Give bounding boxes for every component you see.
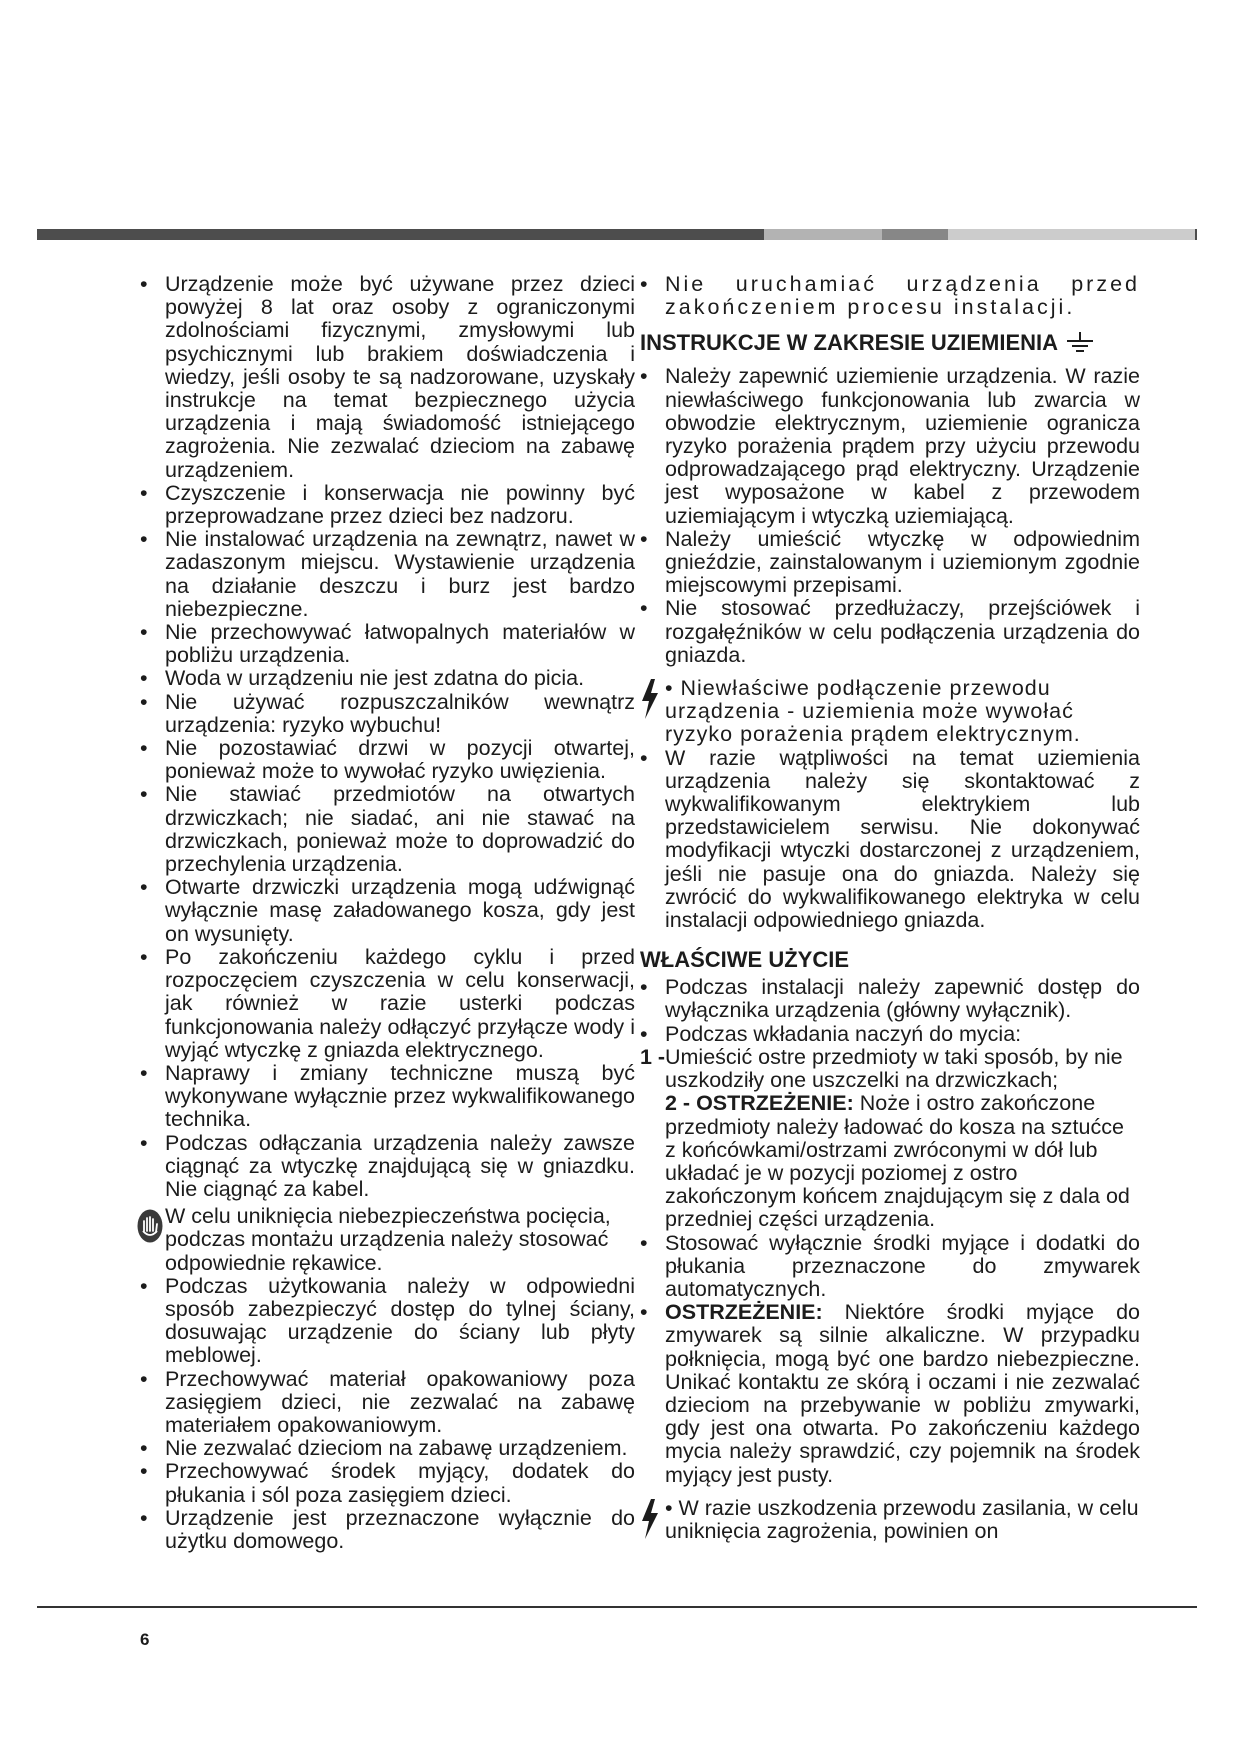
footer-rule	[37, 1606, 1197, 1608]
right-column	[640, 273, 1140, 1543]
safety-item: • Nie przechowywać łatwopalnych materiałów w pobliżu urządzenia.	[140, 621, 635, 667]
gloves-icon	[137, 1209, 163, 1243]
power-cord-warning-text: • W razie uszkodzenia przewodu zasilania, w celu uniknięcia zagrożenia, powinien on	[665, 1495, 1139, 1543]
glove-warning-text: W celu uniknięcia niebezpieczeństwa pocięcia, podczas montażu urządzenia należy stosować odpowiednie rękawice.	[165, 1204, 611, 1275]
grounding-heading-text: INSTRUKCJE W ZAKRESIE UZIEMIENIA	[640, 330, 1058, 356]
grounding-item: • W razie wątpliwości na temat uziemienia urządzenia należy się skontaktować z wykwalifikowanym elektrykiem lub przedstawicielem serwisu. Nie dokonywać modyfikacji wtyczki dostarczonej z urządzeniem, jeśli nie pasuje ona do gniazda. Należy się zwrócić do wykwalifikowanego elektryka w celu instalacji odpowiedniego gniazda.	[640, 747, 1140, 933]
numbered-item	[640, 1046, 1140, 1092]
item-number: 2 - OSTRZEŻENIE:	[665, 1091, 854, 1116]
usage-item: • Podczas instalacji należy zapewnić dostęp do wyłącznika urządzenia (główny wyłącznik).	[640, 976, 1140, 1022]
safety-item: • Nie pozostawiać drzwi w pozycji otwartej, ponieważ może to wywołać ryzyko uwięzienia.	[140, 737, 635, 783]
safety-item: • Otwarte drzwiczki urządzenia mogą udźwignąć wyłącznie masę załadowanego kosza, gdy jest on wysunięty.	[140, 876, 635, 946]
detergent-warning-item	[640, 1301, 1140, 1487]
header-bar-segment	[948, 229, 1197, 240]
safety-item: • Podczas odłączania urządzenia należy zawsze ciągnąć za wtyczkę znajdującą się w gniazdku. Nie ciągnąć za kabel.	[140, 1132, 635, 1202]
detergent-warning-text: Niektóre środki myjące do zmywarek są silnie alkaliczne. W przypadku połknięcia, mogą być one bardzo niebezpieczne. Unikać kontaktu ze skórą i oczami i nie zezwalać dzieciom na przebywanie w pobliżu zmywarki, gdy jest ona otwarta. Po zakończeniu każdego mycia należy sprawdzić, czy pojemnik na środek myjący jest pusty.	[665, 1300, 1140, 1487]
safety-item: • Nie stawiać przedmiotów na otwartych drzwiczkach; nie siadać, ani nie stawać na drzwiczkach, ponieważ może to doprowadzić do przechylenia urządzenia.	[140, 783, 635, 876]
left-column	[140, 273, 635, 1553]
numbered-item-text: Noże i ostro zakończone przedmioty należy ładować do kosza na sztućce z końcówkami/ostrzami zwróconymi w dół lub układać je w pozycji poziomej z ostro zakończonym końcem znajdującym się z dala od przedniej części urządzenia.	[665, 1091, 1130, 1232]
electric-warning-item	[640, 677, 1140, 747]
safety-item: • Podczas użytkowania należy w odpowiedni sposób zabezpieczyć dostęp do tylnej ściany, dosuwając urządzenie do ściany lub płyty meblowej.	[140, 1275, 635, 1368]
lightning-icon	[640, 679, 660, 719]
ground-icon	[1065, 332, 1095, 354]
warning-label: OSTRZEŻENIE:	[665, 1300, 823, 1325]
safety-item: • Przechowywać materiał opakowaniowy poza zasięgiem dzieci, nie zezwalać na zabawę materiałem opakowaniowym.	[140, 1368, 635, 1438]
page-number: 6	[140, 1630, 150, 1649]
usage-item: • Podczas wkładania naczyń do mycia:	[640, 1023, 1140, 1046]
glove-warning-item	[140, 1205, 635, 1275]
lightning-icon	[640, 1499, 660, 1539]
safety-item: • Przechowywać środek myjący, dodatek do płukania i sól poza zasięgiem dzieci.	[140, 1460, 635, 1506]
numbered-item	[640, 1092, 1140, 1231]
safety-item: • Urządzenie jest przeznaczone wyłącznie do użytku domowego.	[140, 1507, 635, 1553]
electric-warning-text: • Niewłaściwe podłączenie przewodu urządzenia - uziemienia może wywołać ryzyko porażenia prądem elektrycznym.	[665, 676, 1081, 747]
grounding-item: • Nie stosować przedłużaczy, przejściówek i rozgałęźników w celu podłączenia urządzenia do gniazda.	[640, 597, 1140, 667]
safety-item: • Po zakończeniu każdego cyklu i przed rozpoczęciem czyszczenia w celu konserwacji, jak również w razie usterki podczas funkcjonowania należy odłączyć przyłącze wody i wyjąć wtyczkę z gniazda elektrycznego.	[140, 946, 635, 1062]
safety-item: • Woda w urządzeniu nie jest zdatna do picia.	[140, 667, 635, 690]
grounding-heading	[640, 331, 1140, 355]
safety-item: • Urządzenie może być używane przez dzieci powyżej 8 lat oraz osoby z ograniczonymi zdolnościami fizycznymi, zmysłowymi lub psychicznymi lub brakiem doświadczenia i wiedzy, jeśli osoby te są nadzorowane, uzyskały instrukcje na temat bezpiecznego użycia urządzenia i mają świadomość istniejącego zagrożenia. Nie zezwalać dzieciom na zabawę urządzeniem.	[140, 273, 635, 482]
power-cord-warning-item	[640, 1497, 1140, 1543]
grounding-item: • Należy zapewnić uziemienie urządzenia. W razie niewłaściwego funkcjonowania lub zwarcia w obwodzie elektrycznym, uziemienie ogranicza ryzyko porażenia prądem przy użyciu przewodu odprowadzającego prąd elektryczny. Urządzenie jest wyposażone w kabel z przewodem uziemiającym i wtyczką uziemiającą.	[640, 365, 1140, 527]
header-bar-segment	[764, 229, 882, 240]
safety-item: • Nie zezwalać dzieciom na zabawę urządzeniem.	[140, 1437, 635, 1460]
installation-item: • Nie uruchamiać urządzenia przed zakończeniem procesu instalacji.	[640, 273, 1140, 319]
numbered-item-text: Umieścić ostre przedmioty w taki sposób, by nie uszkodziły one uszczelki na drzwiczkach;	[665, 1044, 1123, 1093]
header-color-bar	[37, 229, 1197, 240]
item-number: 1 -	[640, 1044, 666, 1069]
header-bar-segment	[37, 229, 764, 240]
grounding-item: • Należy umieścić wtyczkę w odpowiednim gnieździe, zainstalowanym i uziemionym zgodnie miejscowymi przepisami.	[640, 528, 1140, 598]
safety-item: • Naprawy i zmiany techniczne muszą być wykonywane wyłącznie przez wykwalifikowanego technika.	[140, 1062, 635, 1132]
safety-item: • Czyszczenie i konserwacja nie powinny być przeprowadzane przez dzieci bez nadzoru.	[140, 482, 635, 528]
safety-item: • Nie używać rozpuszczalników wewnątrz urządzenia: ryzyko wybuchu!	[140, 691, 635, 737]
usage-heading: WŁAŚCIWE UŻYCIE	[640, 947, 849, 973]
header-bar-end	[1195, 229, 1197, 240]
usage-item: • Stosować wyłącznie środki myjące i dodatki do płukania przeznaczone do zmywarek automatycznych.	[640, 1232, 1140, 1302]
header-bar-segment	[882, 229, 948, 240]
safety-item: • Nie instalować urządzenia na zewnątrz, nawet w zadaszonym miejscu. Wystawienie urządzenia na działanie deszczu i burz jest bardzo niebezpieczne.	[140, 528, 635, 621]
